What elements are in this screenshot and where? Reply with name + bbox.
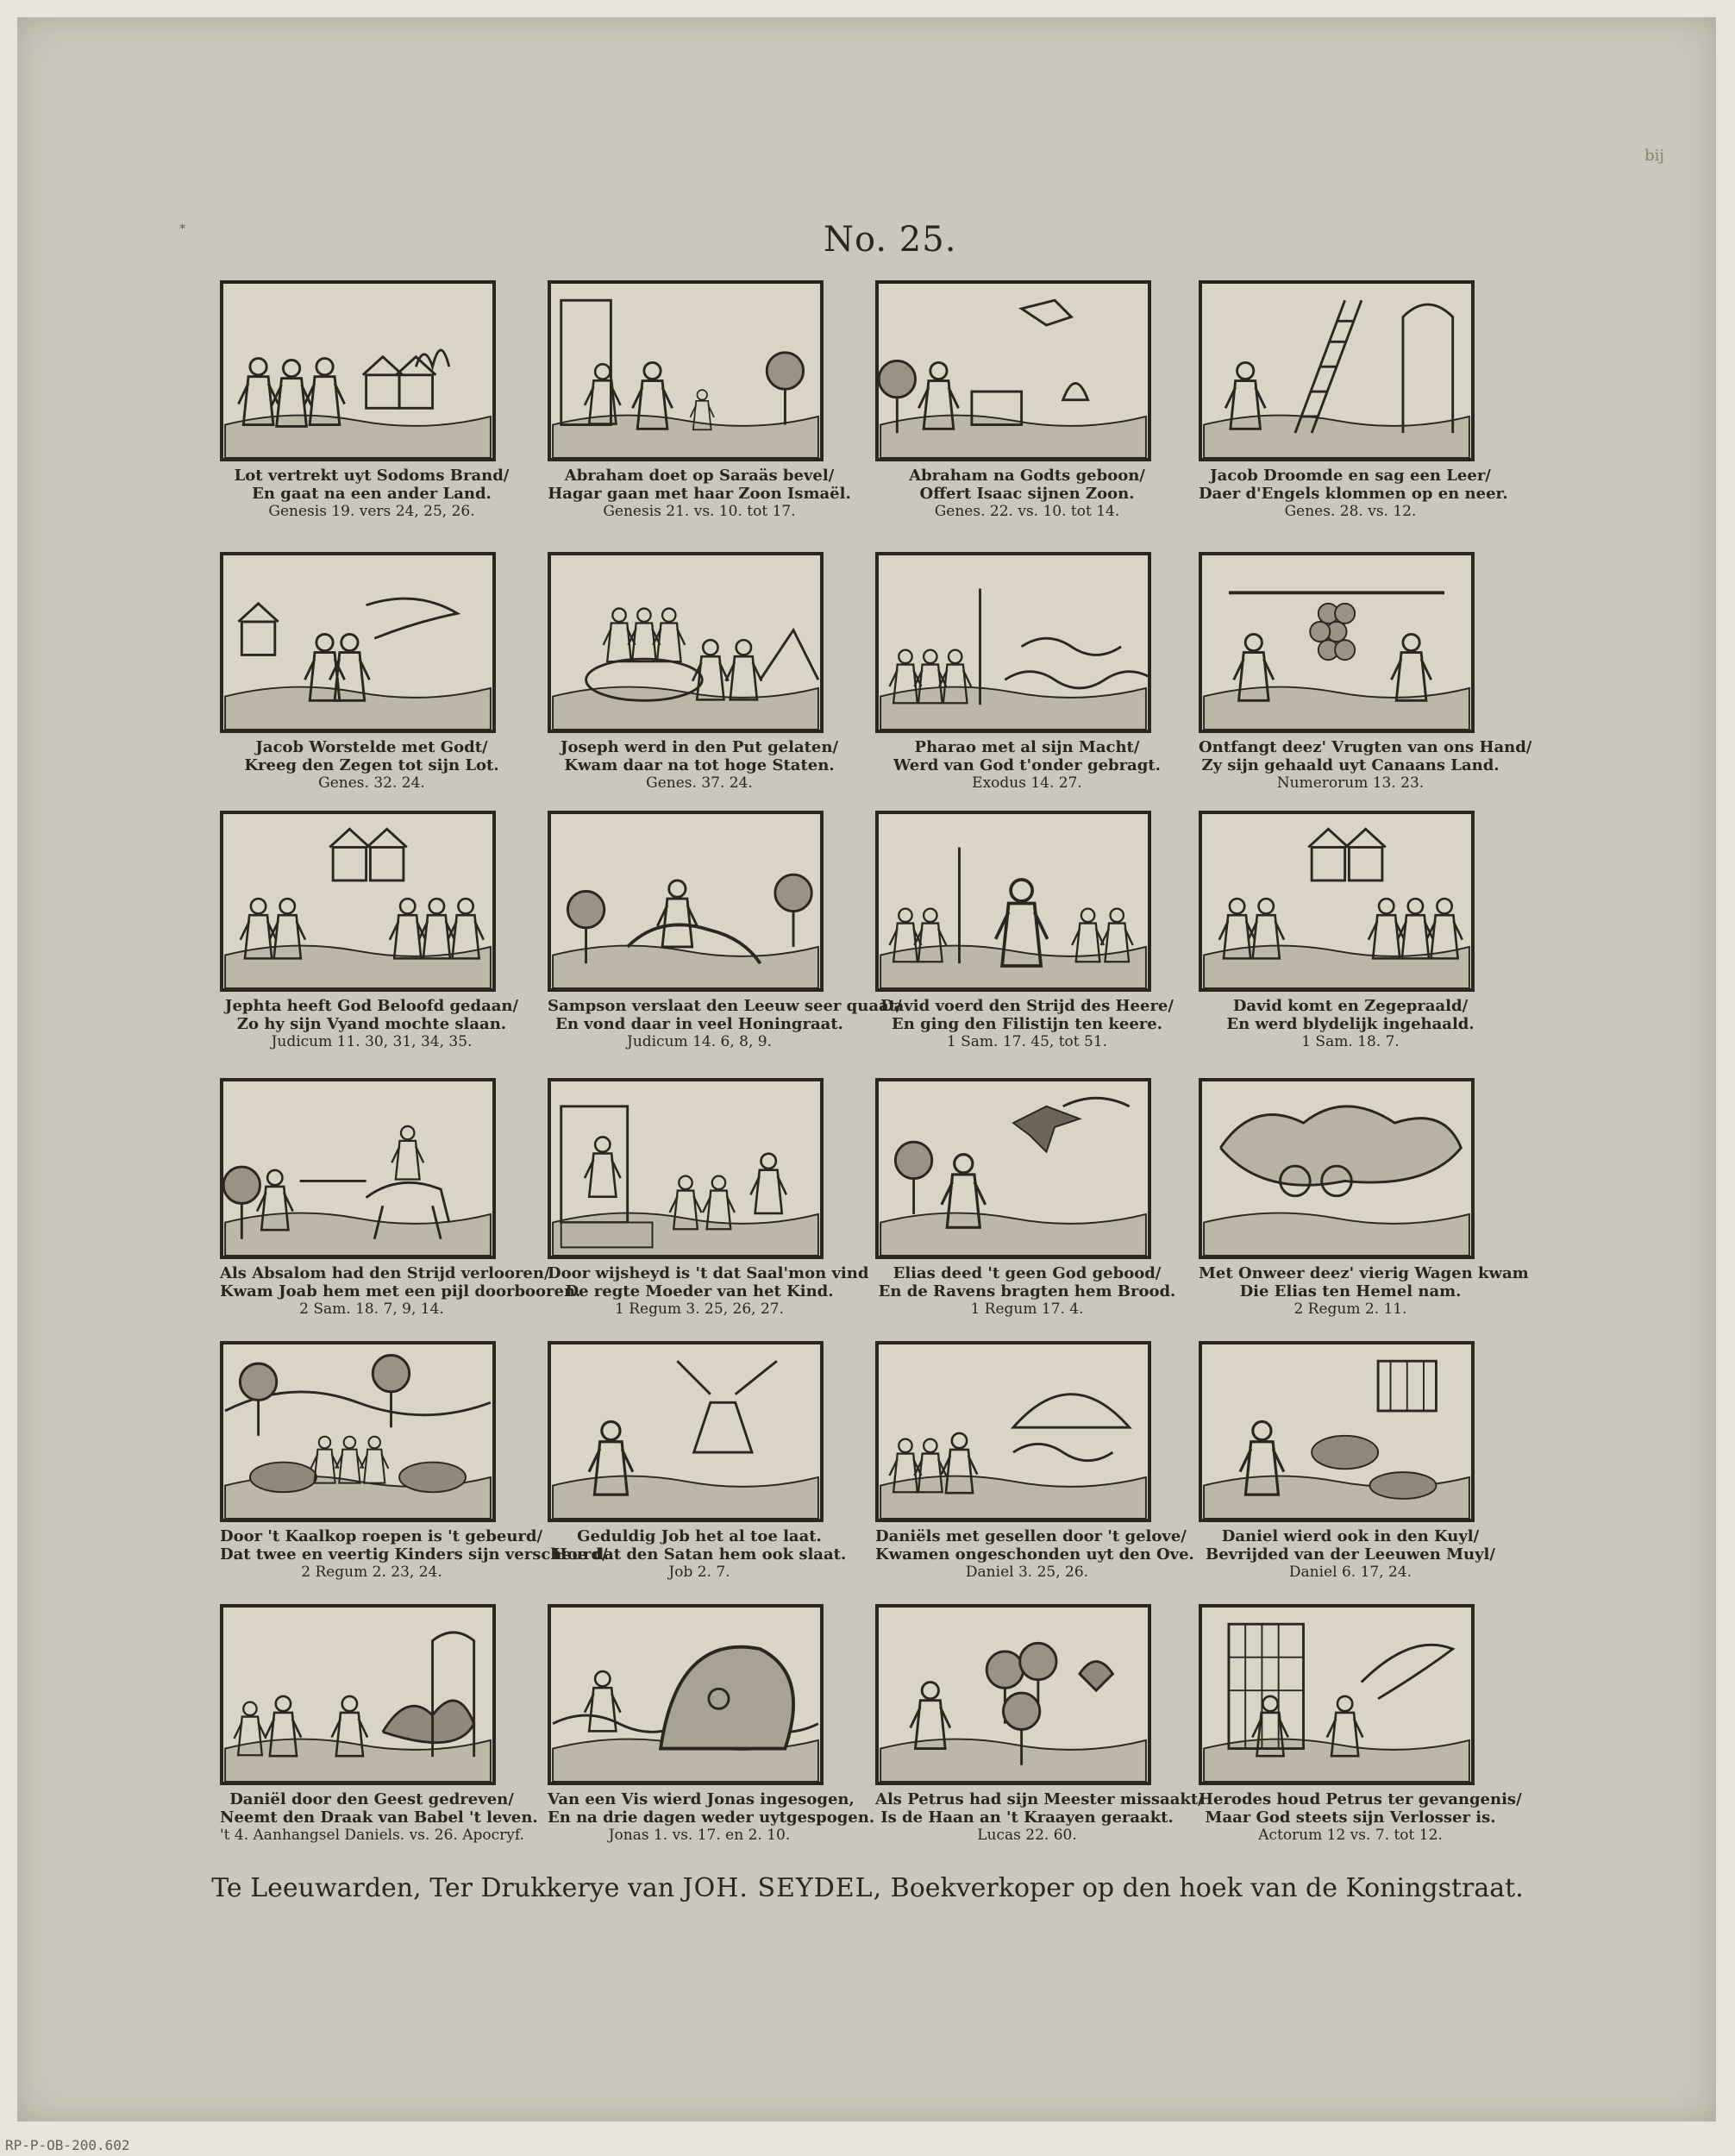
scripture-reference: 1 Regum 17. 4. [970, 1300, 1084, 1319]
caption-line-2: En werd blydelijk ingehaald. [1226, 1015, 1475, 1034]
panel-caption [875, 1264, 1179, 1319]
panel [548, 1604, 875, 1863]
scripture-reference: 2 Sam. 18. 7, 9, 14. [299, 1300, 444, 1319]
woodcut-illustration [548, 552, 824, 733]
panel [1199, 1078, 1529, 1337]
panel [220, 1078, 581, 1337]
caption-line-1: Jacob Worstelde met Godt/ [255, 738, 488, 756]
panel [1199, 811, 1502, 1069]
caption-line-2: Zy sijn gehaald uyt Canaans Land. [1201, 756, 1500, 775]
caption-line-2: En na drie dagen weder uytgespogen. [548, 1808, 875, 1827]
scripture-reference: Genesis 19. vers 24, 25, 26. [268, 503, 475, 521]
caption-line-1: David komt en Zegepraald/ [1232, 997, 1469, 1015]
caption-line-1: Ontfangt deez' Vrugten van ons Hand/ [1199, 738, 1532, 756]
caption-line-1: Geduldig Job het al toe laat. [577, 1527, 822, 1545]
inventory-number: RP-P-OB-200.602 [5, 2137, 130, 2153]
panel-caption [1199, 1264, 1529, 1319]
woodcut-illustration [548, 811, 824, 992]
panel [548, 552, 851, 811]
scripture-reference: Lucas 22. 60. [977, 1827, 1077, 1845]
panel-caption [548, 1264, 869, 1319]
panel [875, 280, 1179, 539]
woodcut-illustration [1199, 552, 1475, 733]
woodcut-illustration [875, 1604, 1151, 1785]
panel-caption [220, 1790, 538, 1845]
caption-line-1: Daniel wierd ook in den Kuyl/ [1221, 1527, 1480, 1545]
woodcut-illustration [1199, 811, 1475, 992]
panel-caption [548, 997, 902, 1051]
imprint-line [0, 1873, 1735, 1903]
caption-line-1: Sampson verslaat den Leeuw seer quaat/ [548, 997, 902, 1015]
scripture-reference: Judicum 14. 6, 8, 9. [627, 1033, 772, 1051]
caption-line-1: Daniëls met gesellen door 't gelove/ [875, 1527, 1187, 1545]
caption-line-2: Kwam daar na tot hoge Staten. [564, 756, 835, 775]
panel [875, 1604, 1204, 1863]
woodcut-illustration [220, 1604, 496, 1785]
scripture-reference: Judicum 11. 30, 31, 34, 35. [271, 1033, 473, 1051]
printer-name: JOH. SEYDEL, [682, 1873, 883, 1903]
scripture-reference: Daniel 6. 17, 24. [1288, 1564, 1412, 1582]
caption-line-1: Jacob Droomde en sag een Leer/ [1210, 467, 1491, 485]
caption-line-2: Dat twee en veertig Kinders sijn verscheurd/ [220, 1545, 608, 1564]
caption-line-1: Lot vertrekt uyt Sodoms Brand/ [234, 467, 510, 485]
woodcut-illustration [1199, 280, 1475, 461]
caption-line-2: Kreeg den Zegen tot sijn Lot. [244, 756, 499, 775]
scripture-reference: Numerorum 13. 23. [1276, 774, 1425, 793]
panel [875, 811, 1179, 1069]
caption-line-2: En gaat na een ander Land. [252, 485, 492, 504]
panel-caption [1199, 997, 1502, 1051]
panel-caption [548, 1790, 875, 1845]
caption-line-1: Van een Vis wierd Jonas ingesogen, [548, 1790, 855, 1808]
panel-caption [1199, 1527, 1502, 1582]
corner-handwritten-mark: bij [1644, 147, 1664, 165]
caption-line-2: Maar God steets sijn Verlosser is. [1205, 1808, 1496, 1827]
caption-line-2: Hoe dat den Satan hem ook slaat. [552, 1545, 847, 1564]
caption-line-2: Bevrijded van der Leeuwen Muyl/ [1206, 1545, 1495, 1564]
scripture-reference: Actorum 12 vs. 7. tot 12. [1258, 1827, 1443, 1845]
panel-caption [875, 1790, 1204, 1845]
caption-line-2: Neemt den Draak van Babel 't leven. [220, 1808, 538, 1827]
caption-line-2: Kwam Joab hem met een pijl doorbooren. [220, 1282, 581, 1301]
woodcut-illustration [1199, 1604, 1475, 1785]
woodcut-illustration [1199, 1341, 1475, 1522]
panel [1199, 280, 1508, 539]
scripture-reference: 2 Regum 2. 11. [1293, 1300, 1407, 1319]
caption-line-2: En ging den Filistijn ten keere. [892, 1015, 1162, 1034]
caption-line-1: Daniël door den Geest gedreven/ [229, 1790, 514, 1808]
panel [548, 1078, 869, 1337]
panel-caption [220, 1264, 581, 1319]
caption-line-2: Offert Isaac sijnen Zoon. [919, 485, 1135, 504]
scripture-reference: Genes. 32. 24. [318, 774, 425, 793]
woodcut-illustration [875, 280, 1151, 461]
panel-caption [548, 1527, 851, 1582]
panel [1199, 1604, 1522, 1863]
woodcut-illustration [875, 1341, 1151, 1522]
caption-line-2: Kwamen ongeschonden uyt den Ove. [875, 1545, 1194, 1564]
panel-caption [548, 738, 851, 793]
woodcut-illustration [548, 1341, 824, 1522]
margin-mark: * [179, 222, 185, 236]
woodcut-illustration [220, 552, 496, 733]
scripture-reference: Job 2. 7. [668, 1564, 730, 1582]
panel-caption [1199, 738, 1532, 793]
caption-line-1: Pharao met al sijn Macht/ [914, 738, 1140, 756]
panel [220, 1604, 538, 1863]
scripture-reference: 1 Sam. 18. 7. [1301, 1033, 1400, 1051]
scripture-reference: 1 Sam. 17. 45, tot 51. [946, 1033, 1108, 1051]
woodcut-illustration [220, 1078, 496, 1259]
scripture-reference: 't 4. Aanhangsel Daniels. vs. 26. Apocryf. [220, 1827, 524, 1845]
panel-caption [1199, 1790, 1522, 1845]
panel-caption [1199, 467, 1508, 521]
scripture-reference: Genesis 21. vs. 10. tot 17. [603, 503, 796, 521]
panel [1199, 552, 1532, 811]
caption-line-2: Zo hy sijn Vyand mochte slaan. [236, 1015, 507, 1034]
panel-caption [875, 1527, 1194, 1582]
panel [548, 811, 902, 1069]
panel [875, 552, 1179, 811]
caption-line-2: Daer d'Engels klommen op en neer. [1199, 485, 1508, 504]
caption-line-2: Is de Haan an 't Kraayen geraakt. [880, 1808, 1174, 1827]
caption-line-1: Abraham na Godts geboon/ [909, 467, 1145, 485]
scripture-reference: Genes. 37. 24. [646, 774, 753, 793]
scripture-reference: Genes. 28. vs. 12. [1284, 503, 1417, 521]
panel [220, 811, 523, 1069]
imprint-suffix: Boekverkoper op den hoek van de Koningstraat. [882, 1873, 1524, 1903]
panel [220, 1341, 608, 1600]
woodcut-illustration [875, 1078, 1151, 1259]
panel [875, 1078, 1179, 1337]
caption-line-2: En vond daar in veel Honingraat. [555, 1015, 843, 1034]
panel [548, 280, 851, 539]
panel-caption [220, 1527, 608, 1582]
woodcut-illustration [220, 811, 496, 992]
woodcut-illustration [1199, 1078, 1475, 1259]
panel [220, 552, 523, 811]
caption-line-1: Door 't Kaalkop roepen is 't gebeurd/ [220, 1527, 543, 1545]
panel [875, 1341, 1194, 1600]
caption-line-2: De regte Moeder van het Kind. [565, 1282, 834, 1301]
woodcut-illustration [875, 552, 1151, 733]
woodcut-illustration [220, 1341, 496, 1522]
caption-line-2: Die Elias ten Hemel nam. [1239, 1282, 1462, 1301]
panel-caption [875, 738, 1179, 793]
caption-line-1: Met Onweer deez' vierig Wagen kwam [1199, 1264, 1529, 1282]
imprint-prefix: Te Leeuwarden, Ter Drukkerye van [211, 1873, 683, 1903]
panel [220, 280, 523, 539]
caption-line-1: Herodes houd Petrus ter gevangenis/ [1199, 1790, 1522, 1808]
panel-caption [220, 738, 523, 793]
scripture-reference: 1 Regum 3. 25, 26, 27. [615, 1300, 784, 1319]
caption-line-1: Abraham doet op Saraäs bevel/ [564, 467, 835, 485]
woodcut-illustration [548, 1078, 824, 1259]
scripture-reference: Jonas 1. vs. 17. en 2. 10. [608, 1827, 791, 1845]
panel-caption [220, 997, 523, 1051]
scripture-reference: Daniel 3. 25, 26. [965, 1564, 1089, 1582]
caption-line-1: Als Absalom had den Strijd verlooren/ [220, 1264, 550, 1282]
scripture-reference: Exodus 14. 27. [972, 774, 1082, 793]
panel-caption [548, 467, 851, 521]
caption-line-1: David voerd den Strijd des Heere/ [880, 997, 1174, 1015]
page-number: No. 25. [824, 220, 957, 260]
woodcut-illustration [220, 280, 496, 461]
caption-line-1: Joseph werd in den Put gelaten/ [560, 738, 839, 756]
caption-line-1: Als Petrus had sijn Meester missaakt/ [875, 1790, 1204, 1808]
panel [548, 1341, 851, 1600]
panel-caption [875, 467, 1179, 521]
scripture-reference: Genes. 22. vs. 10. tot 14. [934, 503, 1120, 521]
panel-caption [220, 467, 523, 521]
panel [1199, 1341, 1502, 1600]
woodcut-illustration [548, 280, 824, 461]
caption-line-1: Elias deed 't geen God gebood/ [893, 1264, 1162, 1282]
caption-line-1: Jephta heeft God Beloofd gedaan/ [224, 997, 519, 1015]
woodcut-illustration [548, 1604, 824, 1785]
caption-line-2: Werd van God t'onder gebragt. [893, 756, 1161, 775]
woodcut-illustration [875, 811, 1151, 992]
panel-caption [875, 997, 1179, 1051]
caption-line-1: Door wijsheyd is 't dat Saal'mon vind [548, 1264, 869, 1282]
scripture-reference: 2 Regum 2. 23, 24. [301, 1564, 442, 1582]
caption-line-2: Hagar gaan met haar Zoon Ismaël. [548, 485, 851, 504]
caption-line-2: En de Ravens bragten hem Brood. [878, 1282, 1176, 1301]
